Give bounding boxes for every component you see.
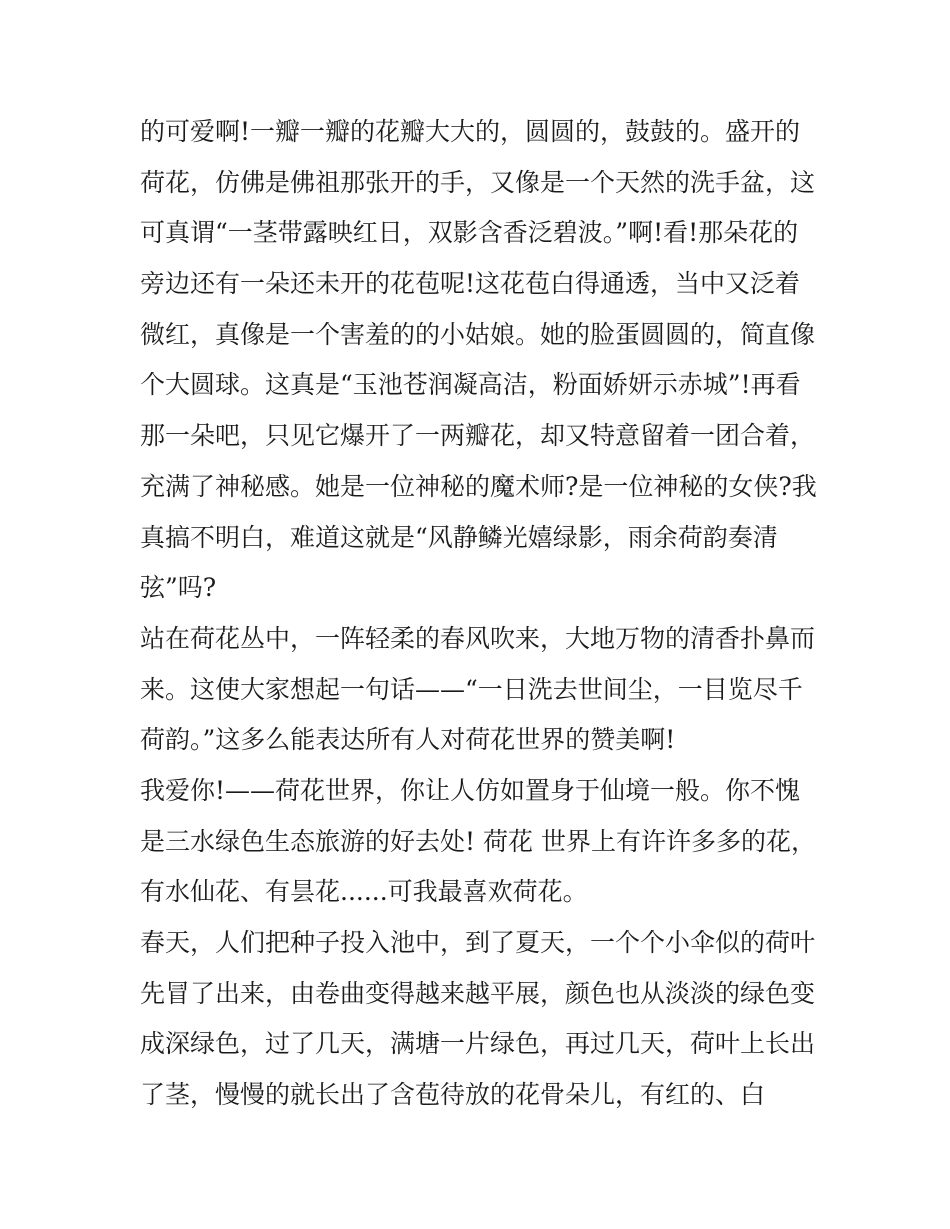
text-line: 真搞不明白，难道这就是“风静鳞光嬉绿影，雨余荷韵奏清 <box>140 522 778 552</box>
text-line: 先冒了出来，由卷曲变得越来越平展，颜色也从淡淡的绿色变 <box>140 978 816 1008</box>
text-line: 旁边还有一朵还未开的花苞呢!这花苞白得通透，当中又泛着 <box>140 269 801 299</box>
text-line: 站在荷花丛中，一阵轻柔的春风吹来，大地万物的清香扑鼻而 <box>140 623 816 653</box>
text-line: 是三水绿色生态旅游的好去处! 荷花 世界上有许许多多的花， <box>140 826 816 856</box>
text-line: 我爱你!——荷花世界，你让人仿如置身于仙境一般。你不愧 <box>140 775 801 805</box>
text-line: 有水仙花、有昙花......可我最喜欢荷花。 <box>140 877 588 907</box>
body-text <box>140 107 820 1121</box>
text-line: 个大圆球。这真是“玉池苍润凝高洁，粉面娇妍示赤城”!再看 <box>140 370 801 400</box>
text-line: 来。这使大家想起一句话——“一日洗去世间尘，一目览尽千 <box>140 674 803 704</box>
text-line: 的可爱啊!一瓣一瓣的花瓣大大的，圆圆的，鼓鼓的。盛开的 <box>140 117 801 146</box>
text-line: 弦”吗? <box>140 573 217 603</box>
text-line: 了茎，慢慢的就长出了含苞待放的花骨朵儿，有红的、白 <box>140 1080 766 1110</box>
text-line: 荷韵。”这多么能表达所有人对荷花世界的赞美啊! <box>140 725 676 755</box>
text-line: 荷花，仿佛是佛祖那张开的手，又像是一个天然的洗手盆，这 <box>140 167 816 197</box>
text-line: 那一朵吧，只见它爆开了一两瓣花，却又特意留着一团合着， <box>140 421 816 451</box>
text-line: 微红，真像是一个害羞的的小姑娘。她的脸蛋圆圆的，简直像 <box>140 319 816 349</box>
text-line: 成深绿色，过了几天，满塘一片绿色，再过几天，荷叶上长出 <box>140 1029 816 1059</box>
text-line: 可真谓“一茎带露映红日，双影含香泛碧波。”啊!看!那朵花的 <box>140 218 799 248</box>
text-line: 春天，人们把种子投入池中，到了夏天，一个个小伞似的荷叶 <box>140 928 816 957</box>
text-line: 充满了神秘感。她是一位神秘的魔术师?是一位神秘的女侠?我 <box>140 471 817 501</box>
